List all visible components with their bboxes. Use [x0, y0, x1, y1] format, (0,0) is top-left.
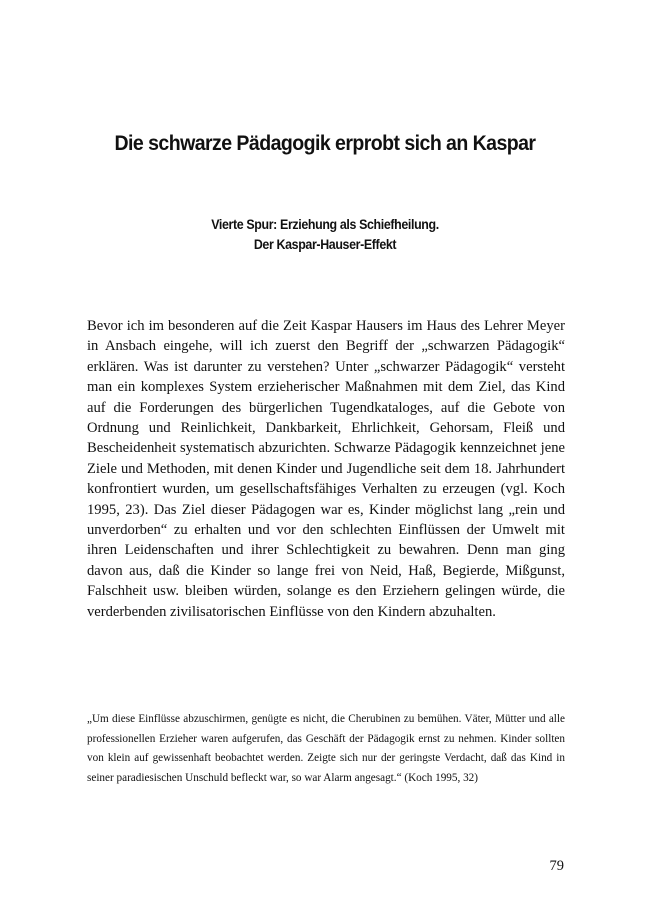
subtitle-line-1: Vierte Spur: Erziehung als Schiefheilung.: [211, 217, 439, 232]
subtitle: [118, 215, 532, 255]
page-number: 79: [549, 858, 564, 874]
subtitle-line-2: Der Kaspar-Hauser-Effekt: [253, 237, 397, 252]
body-paragraph: Bevor ich im besonderen auf die Zeit Kaspar Hausers im Haus des Lehrer Meyer in Ansbach eingehe, will ich zuerst den Begriff der „schwarzen Pädagogik“ erklären. Was ist darunter zu verstehen? Unter „schwarzer Pädagogik“ versteht man ein komplexes System erzieherischer Maßnahmen mit dem Ziel, das Kind auf die Forderungen des bürgerlichen Tugendkataloges, auf die Gebote von Ordnung und Reinlichkeit, Dankbarkeit, Ehrlichkeit, Gehorsam, Fleiß und Bescheidenheit systematisch abzurichten. Schwarze Pädagogik kennzeichnet jene Ziele und Methoden, mit denen Kinder und Jugendliche seit dem 18. Jahrhundert konfrontiert wurden, um gesellschaftsfähiges Verhalten zu erzeugen (vgl. Koch 1995, 23). Das Ziel dieser Pädagogen war es, Kinder möglichst lang „rein und unverdorben“ zu erhalten und vor den schlechten Einflüssen der Umwelt mit ihren Leidenschaften und ihrer Schlechtigkeit zu bewahren. Denn man ging davon aus, daß die Kinder so lange frei von Neid, Haß, Begierde, Mißgunst, Falschheit usw. bleiben würden, solange es den Erziehern gelingen würde, die verderbenden zivilisatorischen Einflüsse von den Kindern abzuhalten.: [87, 318, 565, 620]
page-title: Die schwarze Pädagogik erprobt sich an Kaspar: [114, 132, 536, 155]
block-quote: „Um diese Einflüsse abzuschirmen, genügte es nicht, die Cherubinen zu bemühen. Väter, Mütter und alle professionellen Erzieher waren aufgerufen, das Geschäft der Pädagogik ernst zu nehmen. Kinder sollten von klein auf gewissenhaft beobachtet werden. Zeigte sich nur der geringste Verdacht, daß das Kind in seiner paradiesischen Unschuld befleckt war, so war Alarm angesagt.“ (Koch 1995, 32): [87, 713, 565, 784]
